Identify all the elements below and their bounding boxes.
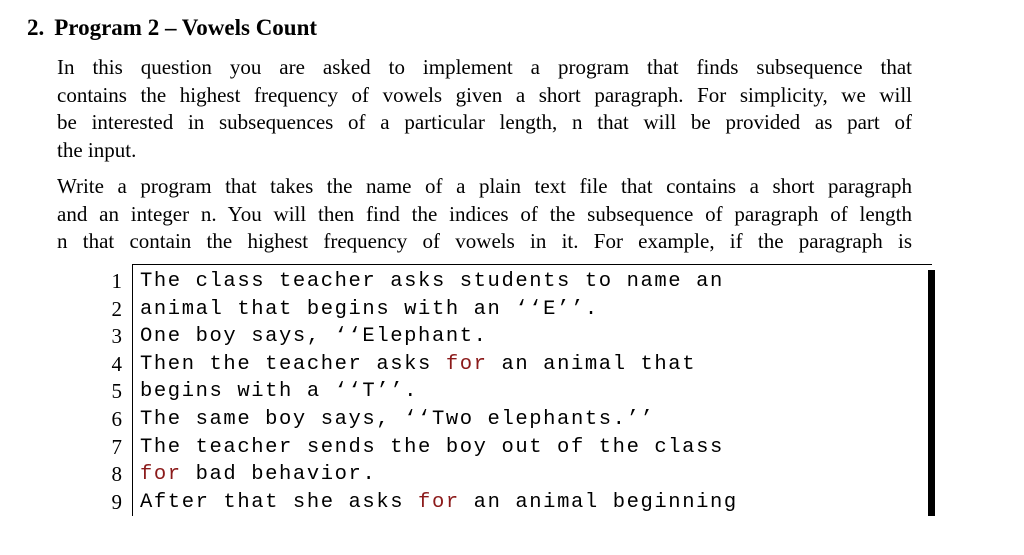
listing-scrollbar (928, 270, 935, 516)
code-text (140, 351, 696, 379)
code-text (140, 489, 738, 517)
line-number: 5 (111, 379, 122, 404)
line-number: 2 (111, 296, 122, 321)
code-segment: After that she asks (140, 490, 419, 514)
paragraph-line: Write a program that takes the name of a plain text file that contains a short paragraph (57, 174, 912, 198)
code-segment: an animal beginning (459, 490, 738, 514)
section-heading (27, 15, 317, 41)
paragraph-line: and an integer n. You will then find the indices of the subsequence of paragraph of length (57, 201, 912, 226)
code-text (140, 461, 376, 489)
keyword-for: for (418, 490, 460, 514)
line-number: 1 (111, 269, 122, 293)
intro-paragraph (57, 54, 912, 164)
code-text: The teacher sends the boy out of the class (140, 435, 724, 459)
paragraph-line: the input. (57, 137, 137, 162)
keyword-for: for (140, 463, 182, 487)
line-number: 7 (111, 434, 122, 459)
paragraph-line: be interested in subsequences of a particular length, n that will be provided as part of (57, 110, 912, 135)
line-number: 3 (111, 324, 122, 349)
line-number: 8 (111, 462, 122, 487)
code-segment: an animal that (487, 352, 697, 376)
section-title: Program 2 – Vowels Count (54, 15, 318, 40)
code-text: The class teacher asks students to name an (140, 270, 724, 293)
code-text: animal that begins with an ‘‘E’’. (140, 297, 599, 321)
code-segment: Then the teacher asks (140, 352, 446, 376)
line-number: 4 (111, 351, 122, 376)
section-number: 2. (27, 15, 45, 40)
listing-top-border (132, 264, 932, 265)
line-number: 6 (111, 407, 122, 431)
code-text: One boy says, ‘‘Elephant. (140, 325, 488, 349)
code-text: The same boy says, ‘‘Two elephants.’’ (140, 408, 655, 431)
code-text: begins with a ‘‘T’’. (140, 380, 419, 404)
keyword-for: for (445, 352, 488, 376)
code-segment: bad behavior. (181, 463, 377, 487)
paragraph-line: In this question you are asked to implement a program that finds subsequence that (57, 55, 912, 79)
paragraph-line: contains the highest frequency of vowels given a short paragraph. For simplicity, we will (57, 82, 912, 107)
line-number: 9 (111, 489, 122, 514)
listing-left-border (132, 264, 133, 516)
paragraph-line: n that contain the highest frequency of vowels in it. For example, if the paragraph is (57, 229, 912, 254)
task-paragraph (57, 173, 912, 256)
